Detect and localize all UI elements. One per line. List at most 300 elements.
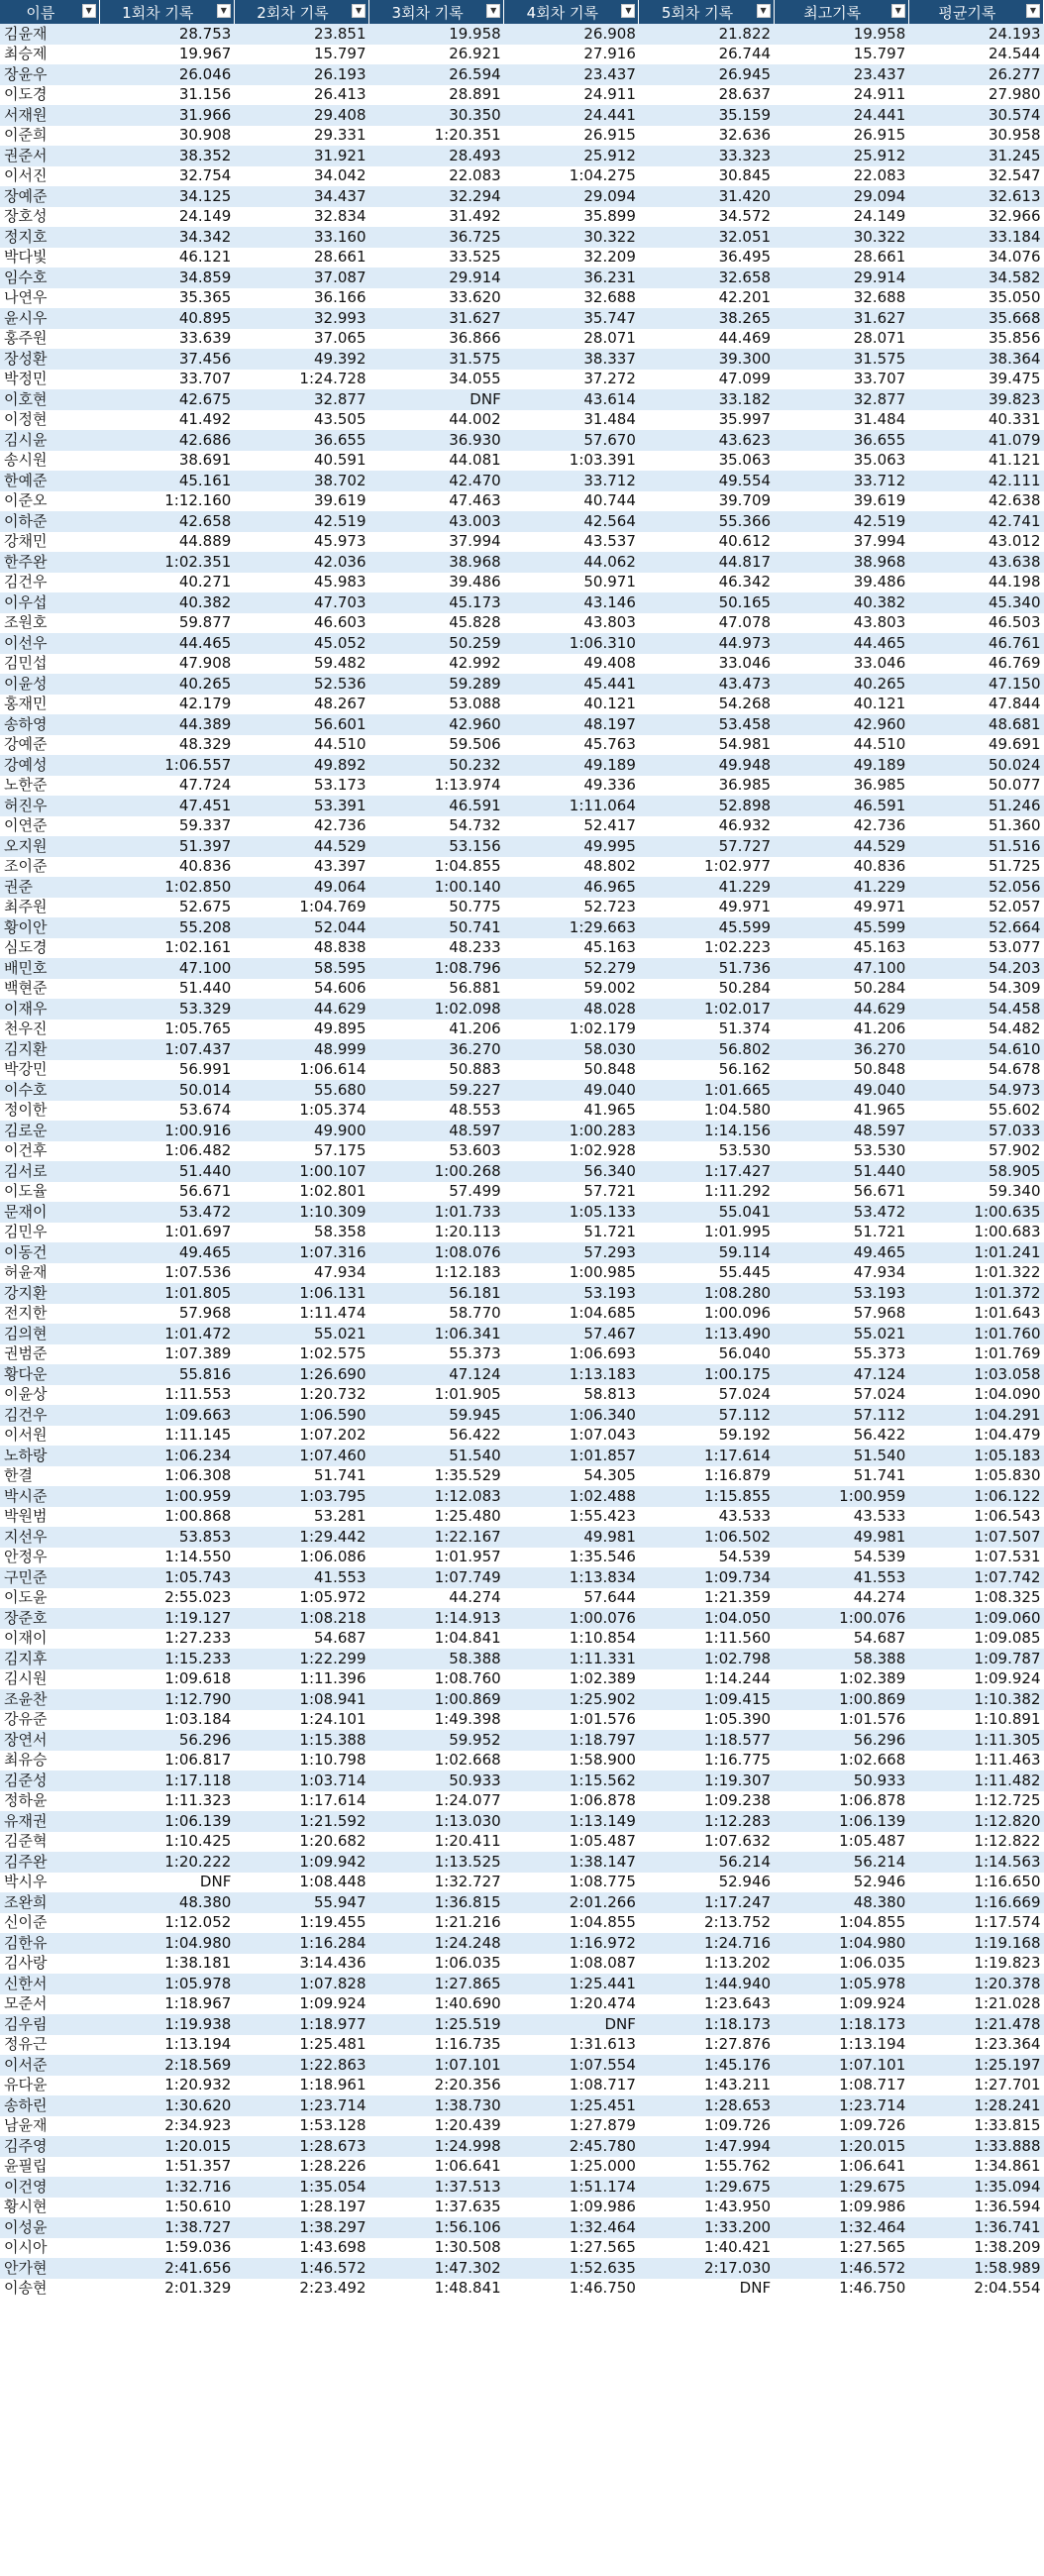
cell-round-5[interactable]: 57.727 bbox=[639, 836, 774, 857]
cell-round-5[interactable]: 1:16.775 bbox=[639, 1751, 774, 1771]
cell-average[interactable]: 34.582 bbox=[908, 268, 1043, 288]
cell-round-5[interactable]: 30.845 bbox=[639, 166, 774, 187]
cell-round-4[interactable]: 1:31.613 bbox=[504, 2035, 639, 2056]
cell-round-2[interactable]: 1:08.448 bbox=[234, 1873, 368, 1893]
cell-average[interactable]: 57.033 bbox=[908, 1121, 1043, 1141]
cell-round-3[interactable]: 1:47.302 bbox=[369, 2258, 504, 2279]
cell-round-4[interactable]: 1:07.043 bbox=[504, 1426, 639, 1447]
cell-round-4[interactable]: 1:06.878 bbox=[504, 1791, 639, 1812]
cell-name[interactable]: 서재원 bbox=[0, 105, 99, 126]
cell-name[interactable]: 권준 bbox=[0, 877, 99, 898]
cell-round-2[interactable]: 1:26.690 bbox=[234, 1364, 368, 1385]
cell-round-4[interactable]: 1:04.855 bbox=[504, 1913, 639, 1934]
cell-name[interactable]: 전지한 bbox=[0, 1304, 99, 1325]
cell-average[interactable]: 41.079 bbox=[908, 430, 1043, 451]
cell-best[interactable]: 53.530 bbox=[774, 1141, 908, 1162]
cell-name[interactable]: 임수호 bbox=[0, 268, 99, 288]
cell-average[interactable]: 53.077 bbox=[908, 938, 1043, 959]
header-name[interactable]: 이름 ▼ bbox=[0, 0, 99, 24]
cell-name[interactable]: 황시현 bbox=[0, 2198, 99, 2218]
cell-round-5[interactable]: 1:02.798 bbox=[639, 1649, 774, 1669]
cell-name[interactable]: 이정현 bbox=[0, 410, 99, 431]
cell-round-1[interactable]: 41.492 bbox=[99, 410, 234, 431]
cell-round-1[interactable]: 34.859 bbox=[99, 268, 234, 288]
cell-round-3[interactable]: 1:24.248 bbox=[369, 1933, 504, 1954]
cell-round-4[interactable]: 1:05.487 bbox=[504, 1832, 639, 1853]
cell-name[interactable]: 한예준 bbox=[0, 471, 99, 491]
cell-round-4[interactable]: 1:00.283 bbox=[504, 1121, 639, 1141]
cell-best[interactable]: 43.533 bbox=[774, 1507, 908, 1528]
header-round-1[interactable]: 1회차 기록 ▼ bbox=[99, 0, 234, 24]
cell-round-3[interactable]: 1:38.730 bbox=[369, 2095, 504, 2116]
cell-name[interactable]: 박원범 bbox=[0, 1507, 99, 1528]
cell-round-4[interactable]: 1:06.693 bbox=[504, 1344, 639, 1365]
chevron-down-icon[interactable]: ▼ bbox=[757, 4, 771, 18]
cell-average[interactable]: 32.966 bbox=[908, 207, 1043, 228]
cell-best[interactable]: 1:08.717 bbox=[774, 2076, 908, 2096]
cell-round-1[interactable]: 31.156 bbox=[99, 85, 234, 106]
cell-name[interactable]: 김민섭 bbox=[0, 654, 99, 675]
cell-round-3[interactable]: 1:37.513 bbox=[369, 2177, 504, 2198]
cell-average[interactable]: 42.741 bbox=[908, 511, 1043, 532]
cell-round-3[interactable]: 2:20.356 bbox=[369, 2076, 504, 2096]
cell-name[interactable]: 허진우 bbox=[0, 796, 99, 816]
cell-round-1[interactable]: 1:06.234 bbox=[99, 1446, 234, 1466]
cell-average[interactable]: 27.980 bbox=[908, 85, 1043, 106]
cell-name[interactable]: 이호현 bbox=[0, 389, 99, 410]
cell-round-2[interactable]: 1:23.714 bbox=[234, 2095, 368, 2116]
cell-name[interactable]: 이하준 bbox=[0, 511, 99, 532]
cell-round-2[interactable]: 1:05.374 bbox=[234, 1101, 368, 1122]
cell-round-1[interactable]: 1:02.351 bbox=[99, 552, 234, 573]
cell-round-2[interactable]: 1:02.575 bbox=[234, 1344, 368, 1365]
cell-round-5[interactable]: 1:17.614 bbox=[639, 1446, 774, 1466]
cell-round-3[interactable]: 50.741 bbox=[369, 917, 504, 938]
cell-round-5[interactable]: 50.165 bbox=[639, 592, 774, 613]
cell-round-4[interactable]: 42.564 bbox=[504, 511, 639, 532]
cell-round-4[interactable]: 45.763 bbox=[504, 735, 639, 756]
cell-round-4[interactable]: 48.028 bbox=[504, 999, 639, 1020]
cell-round-5[interactable]: 56.802 bbox=[639, 1039, 774, 1060]
cell-round-3[interactable]: 36.270 bbox=[369, 1039, 504, 1060]
cell-round-1[interactable]: 1:06.308 bbox=[99, 1466, 234, 1487]
cell-round-1[interactable]: 1:20.222 bbox=[99, 1852, 234, 1873]
cell-round-4[interactable]: 57.721 bbox=[504, 1182, 639, 1203]
cell-average[interactable]: 1:01.372 bbox=[908, 1283, 1043, 1304]
cell-name[interactable]: 김건우 bbox=[0, 573, 99, 593]
cell-best[interactable]: 44.629 bbox=[774, 999, 908, 1020]
cell-round-2[interactable]: 1:08.941 bbox=[234, 1689, 368, 1710]
cell-round-3[interactable]: 42.470 bbox=[369, 471, 504, 491]
cell-average[interactable]: 42.638 bbox=[908, 491, 1043, 512]
cell-best[interactable]: 51.741 bbox=[774, 1466, 908, 1487]
cell-average[interactable]: 1:07.531 bbox=[908, 1548, 1043, 1568]
cell-round-4[interactable]: 1:07.554 bbox=[504, 2055, 639, 2076]
cell-best[interactable]: 1:05.978 bbox=[774, 1974, 908, 1994]
cell-round-5[interactable]: 1:02.223 bbox=[639, 938, 774, 959]
cell-round-1[interactable]: 30.908 bbox=[99, 126, 234, 147]
cell-average[interactable]: 1:19.168 bbox=[908, 1933, 1043, 1954]
cell-average[interactable]: 1:12.725 bbox=[908, 1791, 1043, 1812]
cell-round-4[interactable]: 1:08.717 bbox=[504, 2076, 639, 2096]
cell-round-1[interactable]: 42.179 bbox=[99, 695, 234, 715]
cell-round-3[interactable]: 1:37.635 bbox=[369, 2198, 504, 2218]
cell-round-5[interactable]: 1:11.560 bbox=[639, 1629, 774, 1650]
cell-round-3[interactable]: 1:25.519 bbox=[369, 2014, 504, 2035]
cell-best[interactable]: 50.933 bbox=[774, 1771, 908, 1791]
cell-round-1[interactable]: 1:07.437 bbox=[99, 1039, 234, 1060]
cell-round-1[interactable]: 1:06.557 bbox=[99, 755, 234, 776]
cell-round-3[interactable]: 59.952 bbox=[369, 1730, 504, 1751]
cell-round-2[interactable]: 47.703 bbox=[234, 592, 368, 613]
cell-round-1[interactable]: 1:13.194 bbox=[99, 2035, 234, 2056]
cell-round-1[interactable]: 1:11.553 bbox=[99, 1385, 234, 1406]
cell-name[interactable]: 이서준 bbox=[0, 2055, 99, 2076]
cell-round-1[interactable]: 1:00.916 bbox=[99, 1121, 234, 1141]
cell-round-3[interactable]: 1:00.140 bbox=[369, 877, 504, 898]
cell-name[interactable]: 김민우 bbox=[0, 1223, 99, 1243]
cell-round-3[interactable]: 31.627 bbox=[369, 308, 504, 329]
cell-round-5[interactable]: 33.182 bbox=[639, 389, 774, 410]
cell-round-5[interactable]: 1:02.977 bbox=[639, 857, 774, 878]
cell-round-5[interactable]: 38.265 bbox=[639, 308, 774, 329]
cell-name[interactable]: 이준오 bbox=[0, 491, 99, 512]
cell-average[interactable]: 1:11.463 bbox=[908, 1751, 1043, 1771]
cell-round-5[interactable]: 1:55.762 bbox=[639, 2157, 774, 2178]
cell-round-5[interactable]: 1:09.734 bbox=[639, 1567, 774, 1588]
cell-round-2[interactable]: 39.619 bbox=[234, 491, 368, 512]
cell-round-1[interactable]: 35.365 bbox=[99, 288, 234, 309]
cell-round-3[interactable]: 46.591 bbox=[369, 796, 504, 816]
cell-round-1[interactable]: 55.816 bbox=[99, 1364, 234, 1385]
cell-round-2[interactable]: 57.175 bbox=[234, 1141, 368, 1162]
cell-round-1[interactable]: 1:30.620 bbox=[99, 2095, 234, 2116]
cell-round-2[interactable]: 53.281 bbox=[234, 1507, 368, 1528]
cell-round-1[interactable]: 2:34.923 bbox=[99, 2116, 234, 2137]
cell-round-4[interactable]: 38.337 bbox=[504, 349, 639, 370]
cell-round-1[interactable]: 1:05.743 bbox=[99, 1567, 234, 1588]
cell-average[interactable]: 54.203 bbox=[908, 958, 1043, 979]
cell-name[interactable]: 김주완 bbox=[0, 1852, 99, 1873]
cell-name[interactable]: 장연서 bbox=[0, 1730, 99, 1751]
cell-round-2[interactable]: 53.391 bbox=[234, 796, 368, 816]
cell-round-2[interactable]: 59.482 bbox=[234, 654, 368, 675]
cell-round-2[interactable]: 38.702 bbox=[234, 471, 368, 491]
cell-average[interactable]: 1:58.989 bbox=[908, 2258, 1043, 2279]
cell-average[interactable]: 51.360 bbox=[908, 816, 1043, 837]
cell-name[interactable]: 박시우 bbox=[0, 1873, 99, 1893]
cell-round-1[interactable]: 1:02.161 bbox=[99, 938, 234, 959]
cell-round-3[interactable]: 1:25.480 bbox=[369, 1507, 504, 1528]
cell-name[interactable]: 김시원 bbox=[0, 1669, 99, 1690]
cell-round-3[interactable]: 44.274 bbox=[369, 1588, 504, 1609]
cell-round-4[interactable]: 1:35.546 bbox=[504, 1548, 639, 1568]
cell-round-1[interactable]: 1:12.790 bbox=[99, 1689, 234, 1710]
cell-average[interactable]: 50.077 bbox=[908, 776, 1043, 797]
cell-round-5[interactable]: 1:04.050 bbox=[639, 1608, 774, 1629]
cell-round-3[interactable]: 42.992 bbox=[369, 654, 504, 675]
cell-round-5[interactable]: 47.099 bbox=[639, 370, 774, 390]
cell-average[interactable]: 31.245 bbox=[908, 146, 1043, 166]
cell-round-2[interactable]: 43.397 bbox=[234, 857, 368, 878]
cell-round-3[interactable]: 29.914 bbox=[369, 268, 504, 288]
cell-round-3[interactable]: 19.958 bbox=[369, 24, 504, 45]
cell-average[interactable]: 1:36.741 bbox=[908, 2217, 1043, 2238]
cell-round-2[interactable]: 44.529 bbox=[234, 836, 368, 857]
cell-round-3[interactable]: 50.883 bbox=[369, 1060, 504, 1081]
cell-best[interactable]: 48.380 bbox=[774, 1892, 908, 1913]
cell-round-3[interactable]: 59.506 bbox=[369, 735, 504, 756]
cell-name[interactable]: 한결 bbox=[0, 1466, 99, 1487]
cell-name[interactable]: 이선우 bbox=[0, 633, 99, 654]
cell-best[interactable]: 40.836 bbox=[774, 857, 908, 878]
header-round-2[interactable]: 2회차 기록 ▼ bbox=[234, 0, 368, 24]
cell-round-3[interactable]: 34.055 bbox=[369, 370, 504, 390]
cell-round-4[interactable]: 1:08.087 bbox=[504, 1954, 639, 1975]
cell-name[interactable]: 구민준 bbox=[0, 1567, 99, 1588]
cell-best[interactable]: 1:09.924 bbox=[774, 1994, 908, 2015]
cell-name[interactable]: 천우진 bbox=[0, 1020, 99, 1040]
cell-round-4[interactable]: 1:02.389 bbox=[504, 1669, 639, 1690]
cell-round-2[interactable]: 1:03.714 bbox=[234, 1771, 368, 1791]
cell-round-5[interactable]: 31.420 bbox=[639, 186, 774, 207]
cell-round-5[interactable]: 55.041 bbox=[639, 1202, 774, 1223]
cell-round-1[interactable]: 1:07.536 bbox=[99, 1263, 234, 1284]
cell-best[interactable]: 55.373 bbox=[774, 1344, 908, 1365]
cell-round-5[interactable]: 46.932 bbox=[639, 816, 774, 837]
cell-round-2[interactable]: 52.536 bbox=[234, 674, 368, 695]
cell-round-5[interactable]: 54.539 bbox=[639, 1548, 774, 1568]
cell-name[interactable]: 윤시우 bbox=[0, 308, 99, 329]
cell-round-1[interactable]: 1:09.618 bbox=[99, 1669, 234, 1690]
cell-average[interactable]: 35.050 bbox=[908, 288, 1043, 309]
cell-round-5[interactable]: 34.572 bbox=[639, 207, 774, 228]
cell-round-2[interactable]: 48.267 bbox=[234, 695, 368, 715]
cell-name[interactable]: 오지원 bbox=[0, 836, 99, 857]
cell-round-5[interactable]: 52.898 bbox=[639, 796, 774, 816]
cell-round-2[interactable]: 49.895 bbox=[234, 1020, 368, 1040]
cell-round-3[interactable]: 26.594 bbox=[369, 64, 504, 85]
cell-best[interactable]: 37.994 bbox=[774, 532, 908, 553]
cell-round-4[interactable]: 25.912 bbox=[504, 146, 639, 166]
cell-round-1[interactable]: 47.451 bbox=[99, 796, 234, 816]
cell-round-1[interactable]: 53.853 bbox=[99, 1527, 234, 1548]
cell-best[interactable]: 57.968 bbox=[774, 1304, 908, 1325]
cell-round-1[interactable]: 31.966 bbox=[99, 105, 234, 126]
cell-round-4[interactable]: 1:27.565 bbox=[504, 2238, 639, 2259]
cell-round-2[interactable]: 1:22.863 bbox=[234, 2055, 368, 2076]
cell-best[interactable]: 25.912 bbox=[774, 146, 908, 166]
cell-round-5[interactable]: 35.159 bbox=[639, 105, 774, 126]
cell-round-4[interactable]: 43.803 bbox=[504, 613, 639, 634]
cell-average[interactable]: 57.902 bbox=[908, 1141, 1043, 1162]
cell-name[interactable]: 이성윤 bbox=[0, 2217, 99, 2238]
cell-round-3[interactable]: 31.575 bbox=[369, 349, 504, 370]
cell-round-2[interactable]: 1:21.592 bbox=[234, 1811, 368, 1832]
cell-round-4[interactable]: 1:25.451 bbox=[504, 2095, 639, 2116]
cell-round-1[interactable]: 1:02.850 bbox=[99, 877, 234, 898]
cell-round-3[interactable]: 1:00.268 bbox=[369, 1161, 504, 1182]
cell-round-5[interactable]: 1:44.940 bbox=[639, 1974, 774, 1994]
cell-round-5[interactable]: 55.366 bbox=[639, 511, 774, 532]
cell-average[interactable]: 44.198 bbox=[908, 573, 1043, 593]
cell-round-5[interactable]: 49.554 bbox=[639, 471, 774, 491]
cell-round-4[interactable]: 1:27.879 bbox=[504, 2116, 639, 2137]
cell-round-3[interactable]: 1:01.905 bbox=[369, 1385, 504, 1406]
cell-round-3[interactable]: 31.492 bbox=[369, 207, 504, 228]
cell-round-2[interactable]: 58.595 bbox=[234, 958, 368, 979]
cell-average[interactable]: 1:04.090 bbox=[908, 1385, 1043, 1406]
cell-average[interactable]: 55.602 bbox=[908, 1101, 1043, 1122]
cell-round-3[interactable]: 37.994 bbox=[369, 532, 504, 553]
cell-round-2[interactable]: 1:07.460 bbox=[234, 1446, 368, 1466]
cell-round-1[interactable]: 32.754 bbox=[99, 166, 234, 187]
cell-average[interactable]: 48.681 bbox=[908, 714, 1043, 735]
cell-round-5[interactable]: 50.284 bbox=[639, 979, 774, 1000]
cell-best[interactable]: 40.382 bbox=[774, 592, 908, 613]
cell-best[interactable]: 52.946 bbox=[774, 1873, 908, 1893]
cell-round-1[interactable]: 26.046 bbox=[99, 64, 234, 85]
cell-round-2[interactable]: 45.052 bbox=[234, 633, 368, 654]
cell-name[interactable]: 강채민 bbox=[0, 532, 99, 553]
cell-name[interactable]: 김주영 bbox=[0, 2136, 99, 2157]
header-average[interactable]: 평균기록 ▼ bbox=[908, 0, 1043, 24]
cell-round-4[interactable]: 33.712 bbox=[504, 471, 639, 491]
cell-round-4[interactable]: 49.189 bbox=[504, 755, 639, 776]
cell-round-3[interactable]: 1:22.167 bbox=[369, 1527, 504, 1548]
cell-round-1[interactable]: 40.836 bbox=[99, 857, 234, 878]
cell-round-2[interactable]: 1:16.284 bbox=[234, 1933, 368, 1954]
cell-round-5[interactable]: 33.046 bbox=[639, 654, 774, 675]
cell-round-4[interactable]: 49.040 bbox=[504, 1080, 639, 1101]
cell-round-4[interactable]: 57.467 bbox=[504, 1324, 639, 1344]
cell-best[interactable]: 51.540 bbox=[774, 1446, 908, 1466]
cell-name[interactable]: 강지환 bbox=[0, 1283, 99, 1304]
cell-round-5[interactable]: 1:09.415 bbox=[639, 1689, 774, 1710]
cell-average[interactable]: 1:06.122 bbox=[908, 1486, 1043, 1507]
cell-name[interactable]: 권범준 bbox=[0, 1344, 99, 1365]
cell-name[interactable]: 홍주원 bbox=[0, 329, 99, 350]
cell-average[interactable]: 1:17.574 bbox=[908, 1913, 1043, 1934]
cell-name[interactable]: 김의현 bbox=[0, 1324, 99, 1344]
cell-average[interactable]: 51.725 bbox=[908, 857, 1043, 878]
cell-round-1[interactable]: 19.967 bbox=[99, 45, 234, 65]
cell-round-5[interactable]: 44.973 bbox=[639, 633, 774, 654]
cell-round-4[interactable]: 50.971 bbox=[504, 573, 639, 593]
cell-round-5[interactable]: 43.533 bbox=[639, 1507, 774, 1528]
cell-round-1[interactable]: 1:05.978 bbox=[99, 1974, 234, 1994]
cell-round-1[interactable]: 1:20.932 bbox=[99, 2076, 234, 2096]
cell-round-4[interactable]: 1:55.423 bbox=[504, 1507, 639, 1528]
cell-best[interactable]: 1:06.641 bbox=[774, 2157, 908, 2178]
cell-round-1[interactable]: 1:32.716 bbox=[99, 2177, 234, 2198]
cell-round-5[interactable]: 51.374 bbox=[639, 1020, 774, 1040]
cell-round-1[interactable]: 53.472 bbox=[99, 1202, 234, 1223]
cell-round-3[interactable]: 1:00.869 bbox=[369, 1689, 504, 1710]
cell-average[interactable]: 1:19.823 bbox=[908, 1954, 1043, 1975]
cell-round-3[interactable]: 1:02.668 bbox=[369, 1751, 504, 1771]
cell-round-4[interactable]: 44.062 bbox=[504, 552, 639, 573]
cell-average[interactable]: 46.503 bbox=[908, 613, 1043, 634]
cell-best[interactable]: 47.124 bbox=[774, 1364, 908, 1385]
cell-round-2[interactable]: 54.606 bbox=[234, 979, 368, 1000]
cell-round-2[interactable]: 33.160 bbox=[234, 227, 368, 248]
cell-round-3[interactable]: 44.002 bbox=[369, 410, 504, 431]
cell-round-2[interactable]: 43.505 bbox=[234, 410, 368, 431]
cell-round-1[interactable]: 1:15.233 bbox=[99, 1649, 234, 1669]
cell-round-3[interactable]: 1:56.106 bbox=[369, 2217, 504, 2238]
cell-round-2[interactable]: 58.358 bbox=[234, 1223, 368, 1243]
cell-round-4[interactable]: 32.209 bbox=[504, 248, 639, 268]
cell-round-1[interactable]: 56.671 bbox=[99, 1182, 234, 1203]
cell-best[interactable]: 45.163 bbox=[774, 938, 908, 959]
cell-average[interactable]: 42.111 bbox=[908, 471, 1043, 491]
cell-round-3[interactable]: 1:13.030 bbox=[369, 1811, 504, 1832]
cell-round-1[interactable]: 28.753 bbox=[99, 24, 234, 45]
cell-average[interactable]: 51.516 bbox=[908, 836, 1043, 857]
cell-round-1[interactable]: 1:01.805 bbox=[99, 1283, 234, 1304]
cell-round-1[interactable]: 34.125 bbox=[99, 186, 234, 207]
cell-round-2[interactable]: 3:14.436 bbox=[234, 1954, 368, 1975]
cell-round-5[interactable]: 2:13.752 bbox=[639, 1913, 774, 1934]
cell-round-5[interactable]: 1:11.292 bbox=[639, 1182, 774, 1203]
cell-average[interactable]: 1:14.563 bbox=[908, 1852, 1043, 1873]
cell-round-4[interactable]: 1:04.275 bbox=[504, 166, 639, 187]
cell-round-5[interactable]: 49.971 bbox=[639, 898, 774, 918]
cell-round-5[interactable]: 1:33.200 bbox=[639, 2217, 774, 2238]
cell-round-4[interactable]: 48.197 bbox=[504, 714, 639, 735]
cell-round-3[interactable]: 50.259 bbox=[369, 633, 504, 654]
cell-round-4[interactable]: 32.688 bbox=[504, 288, 639, 309]
cell-best[interactable]: 1:09.986 bbox=[774, 2198, 908, 2218]
cell-name[interactable]: 김사랑 bbox=[0, 1954, 99, 1975]
cell-round-4[interactable]: 57.670 bbox=[504, 430, 639, 451]
cell-best[interactable]: 54.687 bbox=[774, 1629, 908, 1650]
cell-average[interactable]: 33.184 bbox=[908, 227, 1043, 248]
cell-name[interactable]: 이시아 bbox=[0, 2238, 99, 2259]
cell-round-2[interactable]: 42.736 bbox=[234, 816, 368, 837]
cell-round-1[interactable]: 38.691 bbox=[99, 451, 234, 472]
cell-best[interactable]: 35.063 bbox=[774, 451, 908, 472]
cell-best[interactable]: 41.965 bbox=[774, 1101, 908, 1122]
cell-round-1[interactable]: 1:19.938 bbox=[99, 2014, 234, 2035]
cell-average[interactable]: 1:09.060 bbox=[908, 1608, 1043, 1629]
cell-name[interactable]: 김윤재 bbox=[0, 24, 99, 45]
cell-average[interactable]: 40.331 bbox=[908, 410, 1043, 431]
cell-round-4[interactable]: 26.908 bbox=[504, 24, 639, 45]
cell-name[interactable]: 이우섭 bbox=[0, 592, 99, 613]
cell-round-4[interactable]: 57.644 bbox=[504, 1588, 639, 1609]
cell-round-1[interactable]: 24.149 bbox=[99, 207, 234, 228]
cell-round-2[interactable]: 54.687 bbox=[234, 1629, 368, 1650]
cell-best[interactable]: 1:46.572 bbox=[774, 2258, 908, 2279]
cell-round-3[interactable]: 38.968 bbox=[369, 552, 504, 573]
cell-round-5[interactable]: 39.709 bbox=[639, 491, 774, 512]
cell-best[interactable]: 40.121 bbox=[774, 695, 908, 715]
cell-average[interactable]: 51.246 bbox=[908, 796, 1043, 816]
cell-name[interactable]: 김지환 bbox=[0, 1039, 99, 1060]
cell-round-2[interactable]: 37.087 bbox=[234, 268, 368, 288]
cell-round-2[interactable]: 2:23.492 bbox=[234, 2279, 368, 2300]
cell-round-4[interactable]: 1:05.133 bbox=[504, 1202, 639, 1223]
cell-round-5[interactable]: 35.063 bbox=[639, 451, 774, 472]
cell-round-1[interactable]: 1:14.550 bbox=[99, 1548, 234, 1568]
cell-name[interactable]: 이윤상 bbox=[0, 1385, 99, 1406]
cell-round-3[interactable]: 1:06.035 bbox=[369, 1954, 504, 1975]
cell-round-1[interactable]: 52.675 bbox=[99, 898, 234, 918]
cell-average[interactable]: 59.340 bbox=[908, 1182, 1043, 1203]
cell-round-5[interactable]: 40.612 bbox=[639, 532, 774, 553]
